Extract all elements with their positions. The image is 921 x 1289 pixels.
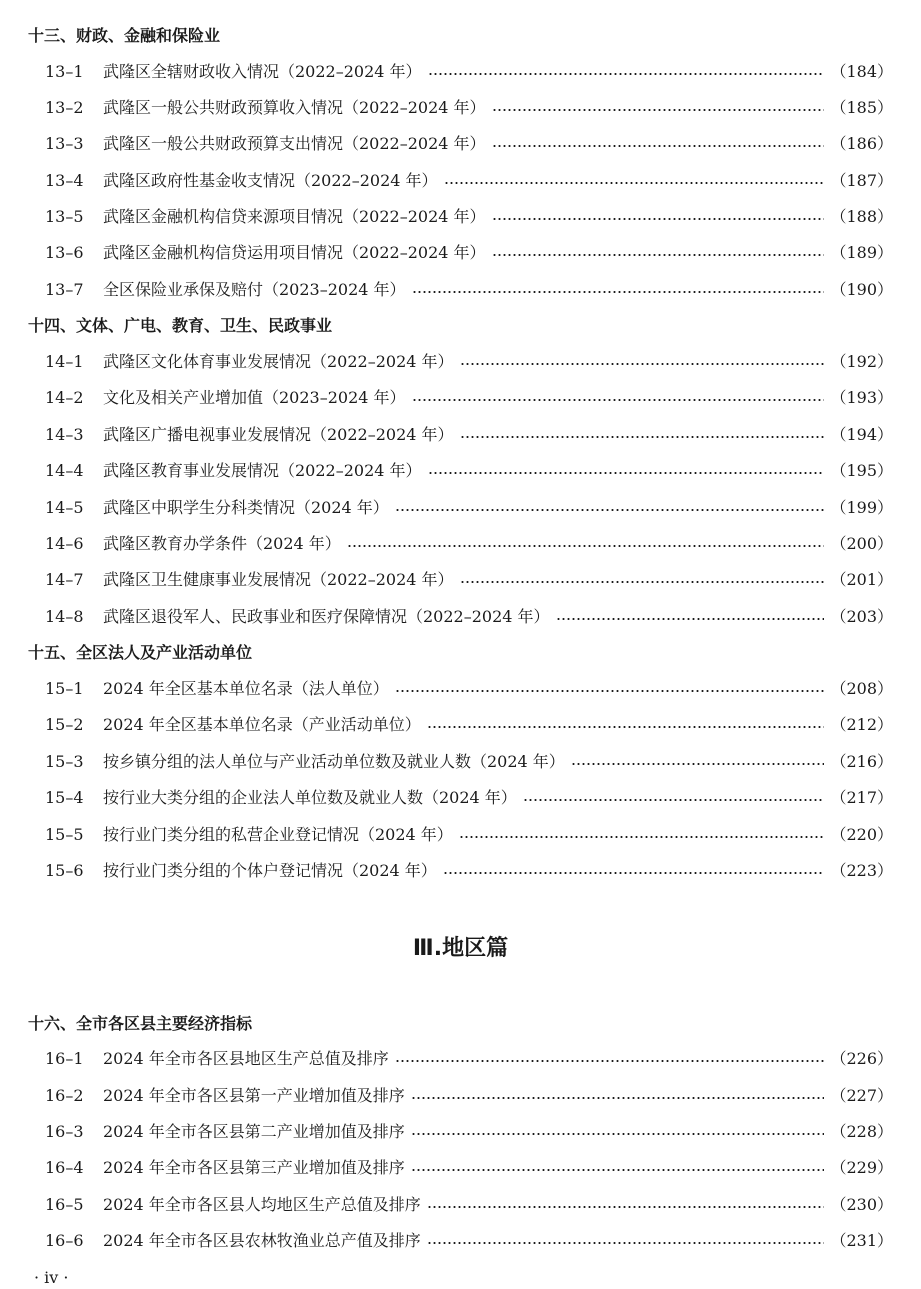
entry-page: （194） <box>830 425 893 444</box>
entry-page: （193） <box>830 388 893 407</box>
entry-number: 15–3 <box>45 752 84 771</box>
entry-number: 15–6 <box>45 861 84 880</box>
toc-entry[interactable] <box>45 713 893 737</box>
part-title: Ⅲ.地区篇 <box>412 936 509 961</box>
entry-title: 2024 年全市各区县第二产业增加值及排序 <box>103 1122 405 1141</box>
entry-number: 13–7 <box>45 280 84 299</box>
entry-number: 16–3 <box>45 1122 84 1141</box>
entry-title: 按行业门类分组的私营企业登记情况（2024 年） <box>103 825 453 844</box>
entry-page: （230） <box>830 1195 893 1214</box>
entry-page: （199） <box>830 498 893 517</box>
entry-page: （228） <box>830 1122 893 1141</box>
entry-number: 16–2 <box>45 1086 84 1105</box>
entry-page: （189） <box>830 243 893 262</box>
section-heading-15: 十五、全区法人及产业活动单位 <box>28 643 253 662</box>
dot-leader <box>427 1242 825 1244</box>
entry-number: 13–4 <box>45 171 84 190</box>
entry-number: 16–1 <box>45 1049 84 1068</box>
toc-entry[interactable] <box>45 859 893 883</box>
dot-leader <box>460 581 825 583</box>
toc-entry[interactable] <box>45 568 893 592</box>
entry-title: 全区保险业承保及赔付（2023–2024 年） <box>103 280 406 299</box>
entry-number: 13–2 <box>45 98 84 117</box>
entry-title: 文化及相关产业增加值（2023–2024 年） <box>103 388 406 407</box>
entry-title: 2024 年全区基本单位名录（产业活动单位） <box>103 715 421 734</box>
toc-entry[interactable] <box>45 386 893 410</box>
entry-title: 按行业门类分组的个体户登记情况（2024 年） <box>103 861 437 880</box>
entry-number: 13–6 <box>45 243 84 262</box>
toc-entry[interactable] <box>45 1156 893 1180</box>
entry-page: （188） <box>830 207 893 226</box>
dot-leader <box>460 436 825 438</box>
dot-leader <box>492 254 825 256</box>
entry-number: 14–6 <box>45 534 84 553</box>
toc-entry[interactable] <box>45 423 893 447</box>
dot-leader <box>492 218 825 220</box>
toc-entry[interactable] <box>45 1084 893 1108</box>
entry-title: 按行业大类分组的企业法人单位数及就业人数（2024 年） <box>103 788 517 807</box>
toc-entry[interactable] <box>45 1047 893 1071</box>
entry-page: （200） <box>830 534 893 553</box>
dot-leader <box>411 1169 825 1171</box>
section-heading-13: 十三、财政、金融和保险业 <box>28 26 221 45</box>
dot-leader <box>395 1060 825 1062</box>
toc-entry[interactable] <box>45 205 893 229</box>
toc-entry[interactable] <box>45 132 893 156</box>
entry-number: 14–1 <box>45 352 84 371</box>
entry-number: 14–8 <box>45 607 84 626</box>
entry-page: （186） <box>830 134 893 153</box>
entry-page: （184） <box>830 62 893 81</box>
dot-leader <box>428 73 825 75</box>
toc-entry[interactable] <box>45 823 893 847</box>
entry-title: 2024 年全市各区县第三产业增加值及排序 <box>103 1158 405 1177</box>
entry-number: 14–3 <box>45 425 84 444</box>
entry-page: （227） <box>830 1086 893 1105</box>
entry-number: 15–1 <box>45 679 84 698</box>
entry-page: （195） <box>830 461 893 480</box>
dot-leader <box>411 1133 825 1135</box>
entry-number: 16–6 <box>45 1231 84 1250</box>
dot-leader <box>571 763 825 765</box>
dot-leader <box>347 545 825 547</box>
toc-entry[interactable] <box>45 169 893 193</box>
entry-number: 13–5 <box>45 207 84 226</box>
entry-number: 14–7 <box>45 570 84 589</box>
section-heading-16: 十六、全市各区县主要经济指标 <box>28 1014 253 1033</box>
entry-title: 武隆区一般公共财政预算支出情况（2022–2024 年） <box>103 134 486 153</box>
entry-page: （185） <box>830 98 893 117</box>
entry-page: （226） <box>830 1049 893 1068</box>
entry-title: 2024 年全市各区县地区生产总值及排序 <box>103 1049 389 1068</box>
dot-leader <box>444 182 825 184</box>
toc-entry[interactable] <box>45 605 893 629</box>
dot-leader <box>492 109 825 111</box>
toc-entry[interactable] <box>45 459 893 483</box>
entry-page: （201） <box>830 570 893 589</box>
entry-page: （208） <box>830 679 893 698</box>
entry-page: （229） <box>830 1158 893 1177</box>
dot-leader <box>523 799 825 801</box>
dot-leader <box>492 145 825 147</box>
dot-leader <box>411 1097 825 1099</box>
entry-number: 14–2 <box>45 388 84 407</box>
toc-entry[interactable] <box>45 350 893 374</box>
entry-number: 13–3 <box>45 134 84 153</box>
entry-title: 武隆区一般公共财政预算收入情况（2022–2024 年） <box>103 98 486 117</box>
entry-title: 2024 年全市各区县第一产业增加值及排序 <box>103 1086 405 1105</box>
entry-number: 14–5 <box>45 498 84 517</box>
entry-title: 武隆区全辖财政收入情况（2022–2024 年） <box>103 62 422 81</box>
dot-leader <box>459 836 825 838</box>
entry-title: 2024 年全区基本单位名录（法人单位） <box>103 679 389 698</box>
entry-title: 武隆区政府性基金收支情况（2022–2024 年） <box>103 171 438 190</box>
section-heading-14: 十四、文体、广电、教育、卫生、民政事业 <box>28 316 333 335</box>
dot-leader <box>427 1206 825 1208</box>
toc-entry[interactable] <box>45 677 893 701</box>
toc-entry[interactable] <box>45 750 893 774</box>
entry-page: （203） <box>830 607 893 626</box>
entry-number: 15–5 <box>45 825 84 844</box>
toc-entry[interactable] <box>45 1193 893 1217</box>
entry-title: 武隆区金融机构信贷来源项目情况（2022–2024 年） <box>103 207 486 226</box>
entry-page: （216） <box>830 752 893 771</box>
entry-title: 武隆区教育办学条件（2024 年） <box>103 534 341 553</box>
toc-entry[interactable] <box>45 60 893 84</box>
dot-leader <box>427 726 825 728</box>
dot-leader <box>395 509 825 511</box>
toc-entry[interactable] <box>45 278 893 302</box>
page-number-footer: · ⅳ · <box>34 1268 69 1287</box>
entry-title: 武隆区卫生健康事业发展情况（2022–2024 年） <box>103 570 454 589</box>
entry-title: 2024 年全市各区县农林牧渔业总产值及排序 <box>103 1231 421 1250</box>
entry-page: （220） <box>830 825 893 844</box>
dot-leader <box>428 472 825 474</box>
entry-title: 武隆区教育事业发展情况（2022–2024 年） <box>103 461 422 480</box>
entry-page: （190） <box>830 280 893 299</box>
entry-title: 2024 年全市各区县人均地区生产总值及排序 <box>103 1195 421 1214</box>
entry-page: （223） <box>830 861 893 880</box>
dot-leader <box>395 690 825 692</box>
entry-page: （217） <box>830 788 893 807</box>
entry-title: 武隆区金融机构信贷运用项目情况（2022–2024 年） <box>103 243 486 262</box>
toc-entry[interactable] <box>45 1229 893 1253</box>
toc-entry[interactable] <box>45 96 893 120</box>
dot-leader <box>412 399 825 401</box>
dot-leader <box>460 363 825 365</box>
entry-number: 13–1 <box>45 62 84 81</box>
entry-number: 15–4 <box>45 788 84 807</box>
entry-page: （212） <box>830 715 893 734</box>
dot-leader <box>412 291 825 293</box>
entry-page: （187） <box>830 171 893 190</box>
toc-entry[interactable] <box>45 241 893 265</box>
toc-entry[interactable] <box>45 496 893 520</box>
dot-leader <box>443 872 825 874</box>
entry-number: 16–4 <box>45 1158 84 1177</box>
entry-number: 14–4 <box>45 461 84 480</box>
entry-number: 15–2 <box>45 715 84 734</box>
toc-entry[interactable] <box>45 1120 893 1144</box>
entry-title: 按乡镇分组的法人单位与产业活动单位数及就业人数（2024 年） <box>103 752 565 771</box>
entry-page: （192） <box>830 352 893 371</box>
entry-title: 武隆区中职学生分科类情况（2024 年） <box>103 498 389 517</box>
dot-leader <box>556 618 825 620</box>
entry-title: 武隆区文化体育事业发展情况（2022–2024 年） <box>103 352 454 371</box>
toc-entry[interactable] <box>45 786 893 810</box>
entry-title: 武隆区广播电视事业发展情况（2022–2024 年） <box>103 425 454 444</box>
entry-number: 16–5 <box>45 1195 84 1214</box>
toc-entry[interactable] <box>45 532 893 556</box>
entry-title: 武隆区退役军人、民政事业和医疗保障情况（2022–2024 年） <box>103 607 550 626</box>
entry-page: （231） <box>830 1231 893 1250</box>
